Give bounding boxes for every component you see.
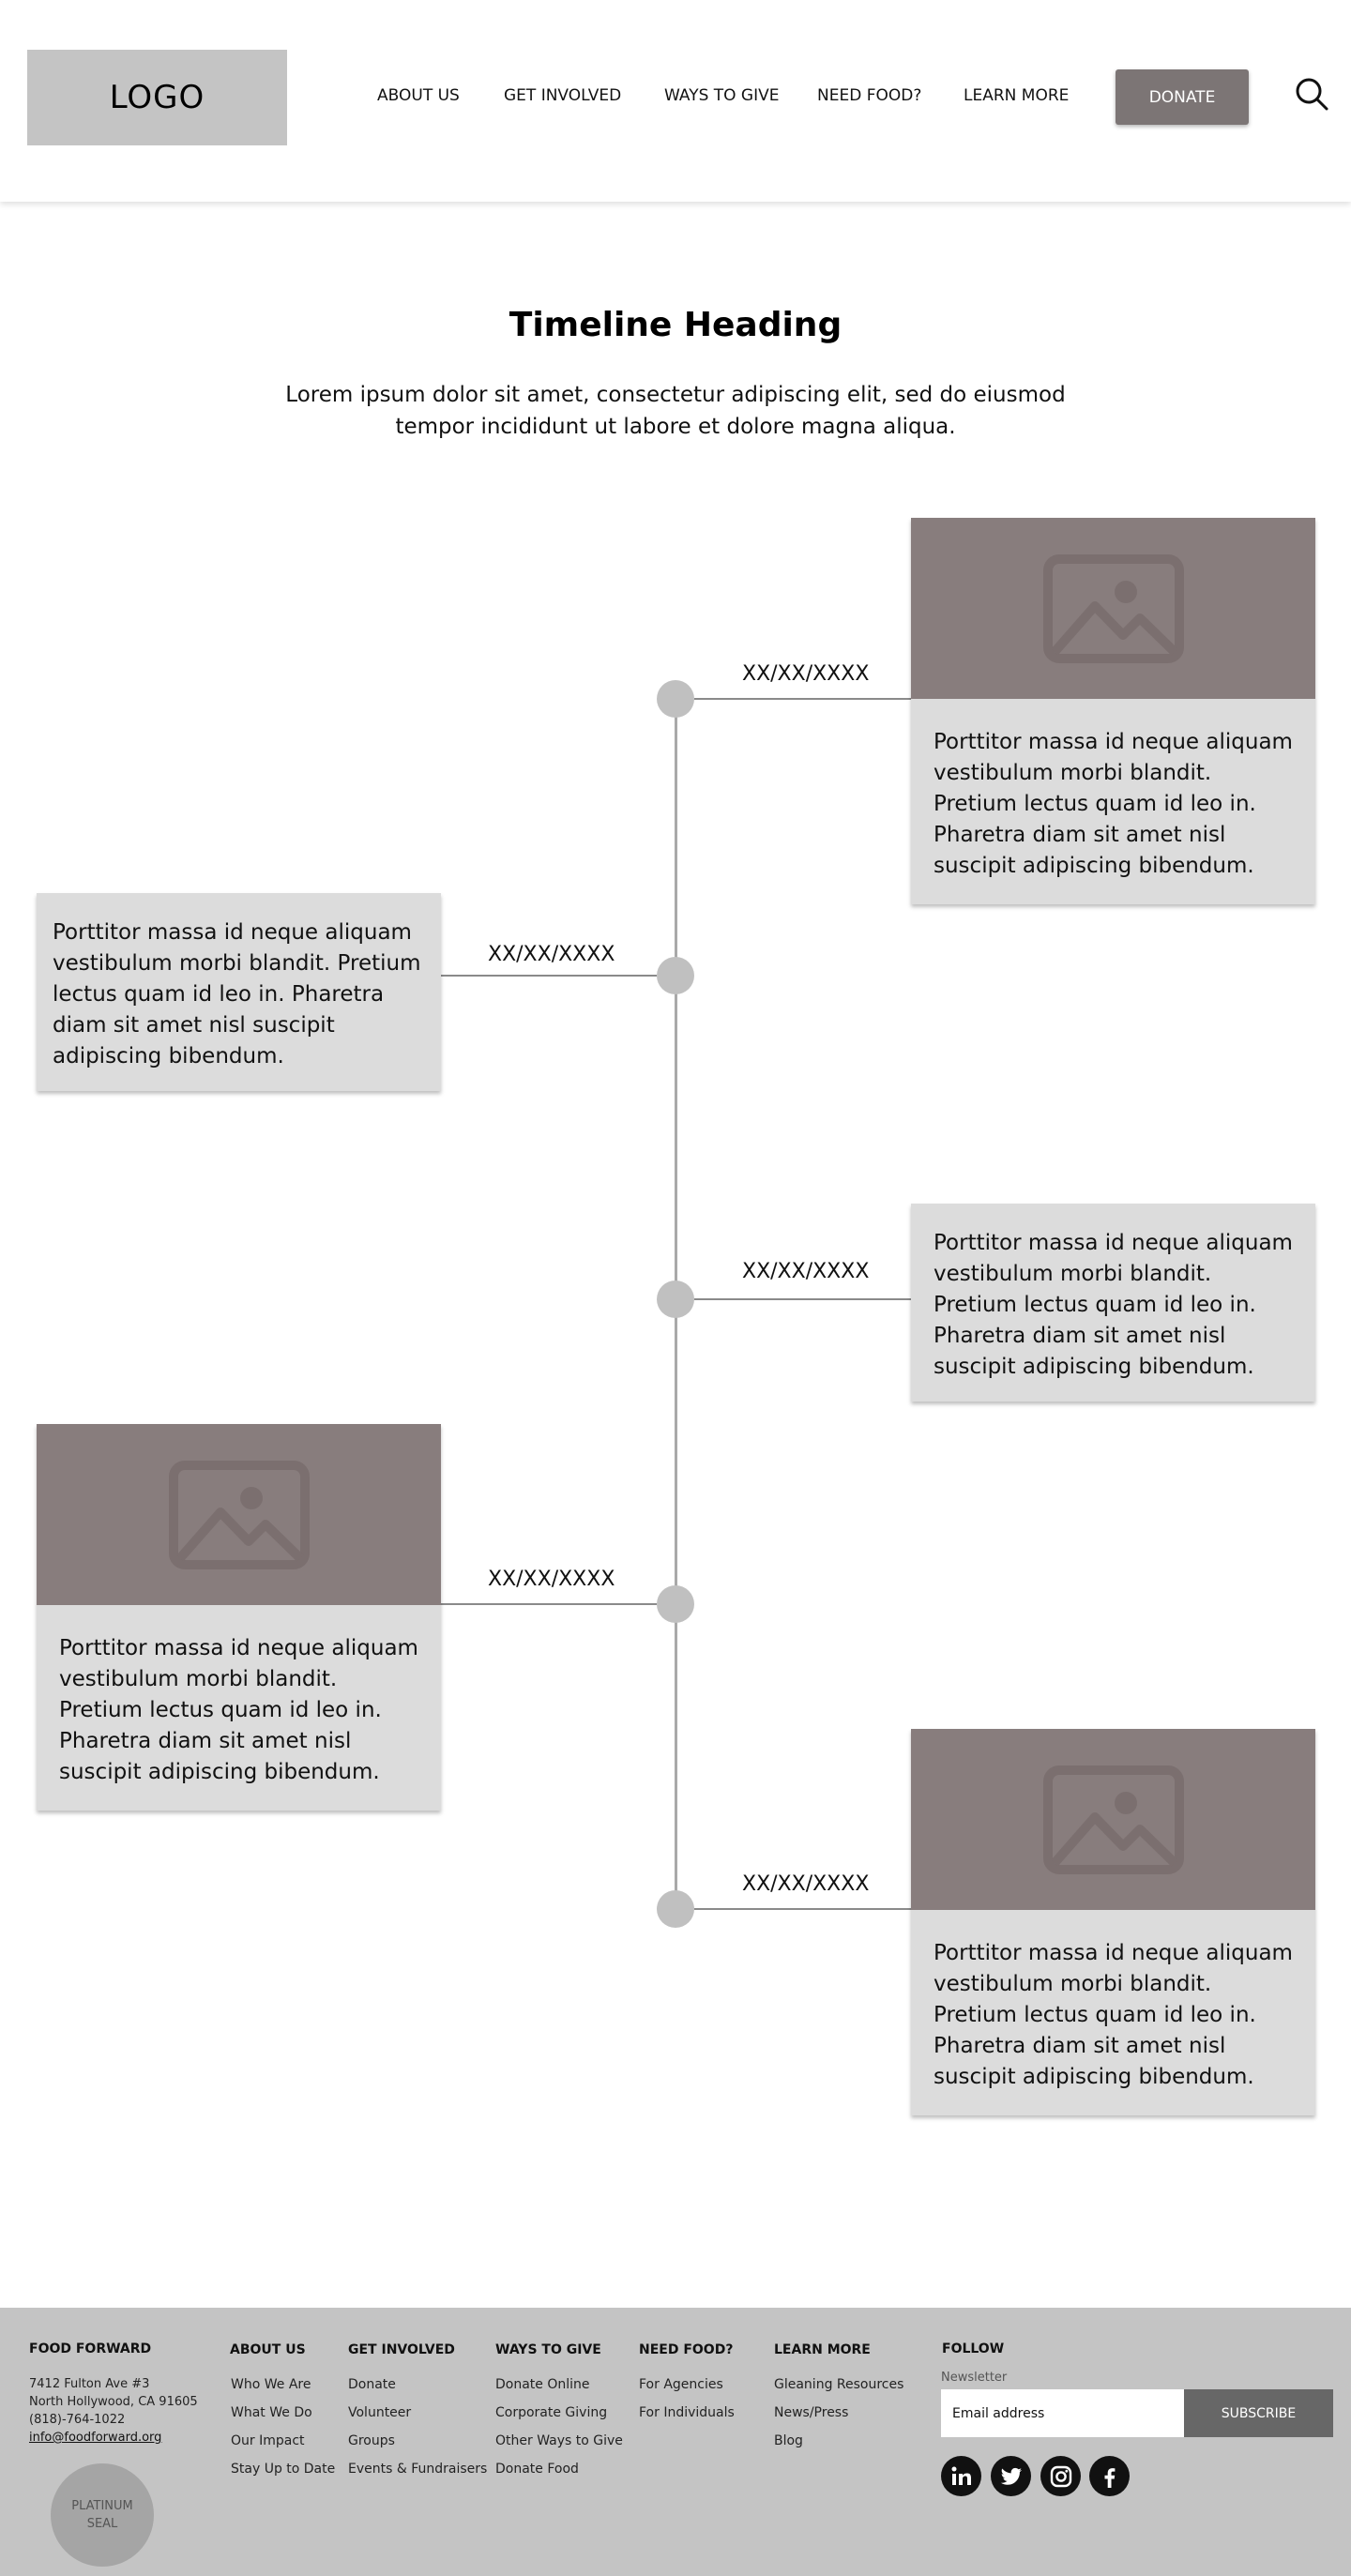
- footer-link[interactable]: Who We Are: [231, 2377, 311, 2392]
- search-icon[interactable]: [1293, 75, 1330, 113]
- timeline-date: XX/XX/XXXX: [742, 1872, 870, 1896]
- footer-col-need-food: NEED FOOD?: [639, 2342, 734, 2357]
- footer-org-name: FOOD FORWARD: [29, 2341, 152, 2356]
- footer-phone: (818)-764-1022: [29, 2413, 126, 2427]
- timeline-connector: [694, 1908, 911, 1910]
- nav-about-us[interactable]: ABOUT US: [377, 86, 460, 105]
- footer-link[interactable]: What We Do: [231, 2405, 312, 2420]
- footer-link[interactable]: Corporate Giving: [495, 2405, 608, 2420]
- footer-link[interactable]: For Agencies: [639, 2377, 723, 2392]
- footer-col-ways-to-give: WAYS TO GIVE: [495, 2342, 601, 2357]
- timeline-card-text: Porttitor massa id neque aliquam vestibulum morbi blandit. Pretium lectus quam id leo in. Pharetra diam sit amet nisl suscipit adipiscing bibendum.: [53, 920, 421, 1068]
- donate-button[interactable]: DONATE: [1116, 69, 1249, 125]
- timeline-date: XX/XX/XXXX: [488, 1568, 615, 1591]
- footer-link[interactable]: News/Press: [774, 2405, 849, 2420]
- footer-link[interactable]: For Individuals: [639, 2405, 735, 2420]
- footer-link[interactable]: Our Impact: [231, 2433, 305, 2448]
- footer-link[interactable]: Gleaning Resources: [774, 2377, 904, 2392]
- newsletter-label: Newsletter: [941, 2371, 1008, 2385]
- footer-link[interactable]: Donate Online: [495, 2377, 590, 2392]
- page-title: Timeline Heading: [509, 306, 842, 344]
- timeline-date: XX/XX/XXXX: [742, 662, 870, 686]
- timeline-card-text: Porttitor massa id neque aliquam vestibulum morbi blandit. Pretium lectus quam id leo in. Pharetra diam sit amet nisl suscipit adipiscing bibendum.: [934, 730, 1293, 878]
- timeline-dot: [657, 1585, 694, 1623]
- timeline-dot: [657, 1280, 694, 1318]
- linkedin-icon[interactable]: [941, 2456, 981, 2496]
- seal-line1: PLATINUM: [71, 2499, 133, 2513]
- timeline-date: XX/XX/XXXX: [742, 1260, 870, 1283]
- footer-link[interactable]: Events & Fundraisers: [348, 2462, 488, 2477]
- timeline-connector: [694, 1298, 911, 1300]
- image-icon: [169, 1461, 310, 1569]
- seal-line2: SEAL: [86, 2517, 118, 2531]
- footer-link[interactable]: Blog: [774, 2433, 803, 2448]
- footer-link[interactable]: Other Ways to Give: [495, 2433, 623, 2448]
- footer-address-line2: North Hollywood, CA 91605: [29, 2395, 198, 2409]
- subscribe-button[interactable]: SUBSCRIBE: [1184, 2389, 1333, 2437]
- timeline-card: [911, 1204, 1315, 1402]
- timeline-dot: [657, 680, 694, 718]
- logo[interactable]: LOGO: [27, 50, 287, 145]
- nav-learn-more[interactable]: LEARN MORE: [964, 86, 1070, 105]
- footer-address-line1: 7412 Fulton Ave #3: [29, 2377, 150, 2391]
- timeline-card: [37, 1424, 441, 1811]
- timeline-card-text: Porttitor massa id neque aliquam vestibulum morbi blandit. Pretium lectus quam id leo in. Pharetra diam sit amet nisl suscipit adipiscing bibendum.: [934, 1941, 1293, 2089]
- twitter-icon[interactable]: [991, 2456, 1031, 2496]
- facebook-icon[interactable]: [1089, 2456, 1130, 2496]
- timeline-card-text: Porttitor massa id neque aliquam vestibulum morbi blandit. Pretium lectus quam id leo in. Pharetra diam sit amet nisl suscipit adipiscing bibendum.: [934, 1231, 1293, 1379]
- timeline-card: [37, 893, 441, 1091]
- timeline-connector: [694, 698, 911, 700]
- footer-link[interactable]: Donate Food: [495, 2462, 579, 2477]
- site-header: [0, 0, 1351, 202]
- footer-link[interactable]: Donate: [348, 2377, 396, 2392]
- instagram-icon[interactable]: [1040, 2456, 1081, 2496]
- newsletter-email-input[interactable]: [941, 2389, 1184, 2437]
- image-placeholder: [37, 1424, 441, 1605]
- timeline-connector: [441, 1603, 657, 1605]
- timeline-date: XX/XX/XXXX: [488, 943, 615, 966]
- timeline-dot: [657, 957, 694, 994]
- platinum-seal: [51, 2463, 154, 2567]
- footer-follow-title: FOLLOW: [942, 2341, 1005, 2356]
- image-icon: [1043, 554, 1184, 663]
- timeline-card: [911, 1729, 1315, 2115]
- footer-col-about-us: ABOUT US: [230, 2342, 306, 2357]
- footer-email-link[interactable]: info@foodforward.org: [29, 2431, 162, 2445]
- image-placeholder: [911, 518, 1315, 699]
- timeline-card-text: Porttitor massa id neque aliquam vestibulum morbi blandit. Pretium lectus quam id leo in. Pharetra diam sit amet nisl suscipit adipiscing bibendum.: [59, 1636, 418, 1784]
- image-placeholder: [911, 1729, 1315, 1910]
- footer-link[interactable]: Volunteer: [348, 2405, 412, 2420]
- image-icon: [1043, 1765, 1184, 1874]
- timeline-dot: [657, 1890, 694, 1928]
- footer-col-get-involved: GET INVOLVED: [348, 2342, 455, 2357]
- footer-col-learn-more: LEARN MORE: [774, 2342, 871, 2357]
- nav-need-food[interactable]: NEED FOOD?: [817, 86, 922, 105]
- nav-get-involved[interactable]: GET INVOLVED: [504, 86, 622, 105]
- timeline-connector: [441, 975, 657, 977]
- page-subtitle: Lorem ipsum dolor sit amet, consectetur adipiscing elit, sed do eiusmod tempor incididunt ut labore et dolore magna aliqua.: [285, 383, 1066, 439]
- nav-ways-to-give[interactable]: WAYS TO GIVE: [664, 86, 780, 105]
- footer-link[interactable]: Groups: [348, 2433, 395, 2448]
- timeline-card: [911, 518, 1315, 904]
- footer-link[interactable]: Stay Up to Date: [231, 2462, 336, 2477]
